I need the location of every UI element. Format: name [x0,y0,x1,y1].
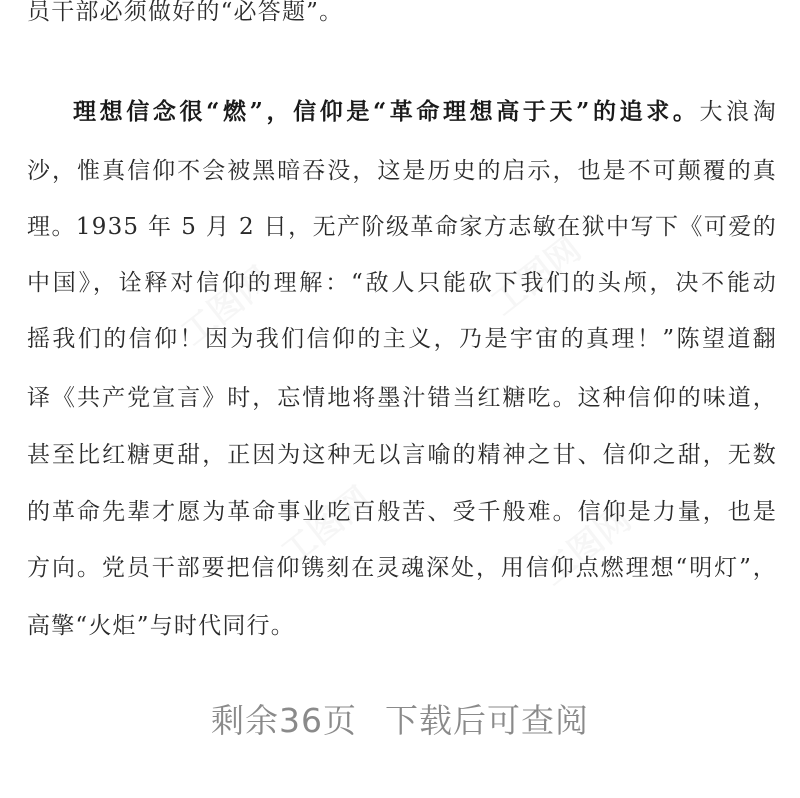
text-line: 方向。党员干部要把信仰镌刻在灵魂深处，用信仰点燃理想“明灯”， [27,555,777,581]
watermark [269,413,451,568]
download-to-read-label[interactable]: 下载后可查阅 [385,701,589,740]
text-line: 甚至比红糖更甜，正因为这种无以言喻的精神之甘、信仰之甜，无数 [27,442,777,468]
text-line: 的革命先辈才愿为革命事业吃百般苦、受千般难。信仰是力量，也是 [27,499,777,525]
text-line: 译《共产党宣言》时，忘情地将墨汁错当红糖吃。这种信仰的味道， [27,385,777,411]
paragraph-heading: 理想信念很“燃”，信仰是“革命理想高于天”的追求。 [73,98,700,125]
download-prompt[interactable] [0,696,800,746]
text-line: 沙，惟真信仰不会被黑暗吞没，这是历史的启示，也是不可颠覆的真 [27,158,777,184]
paragraph-first-line [27,97,777,127]
remaining-pages-label: 剩余36页 [211,701,357,740]
text-line: 员干部必须做好的“必答题”。 [27,0,344,25]
text-line: 高擎“火炬”与时代同行。 [27,613,295,639]
text-line: 中国》，诠释对信仰的理解：“敌人只能砍下我们的头颅，决不能动 [27,270,777,296]
text-line: 理。1935 年 5 月 2 日，无产阶级革命家方志敏在狱中写下《可爱的 [27,214,777,240]
text-run: 大浪淘 [699,99,777,125]
text-line: 摇我们的信仰！因为我们信仰的主义，乃是宇宙的真理！”陈望道翻 [27,326,777,352]
